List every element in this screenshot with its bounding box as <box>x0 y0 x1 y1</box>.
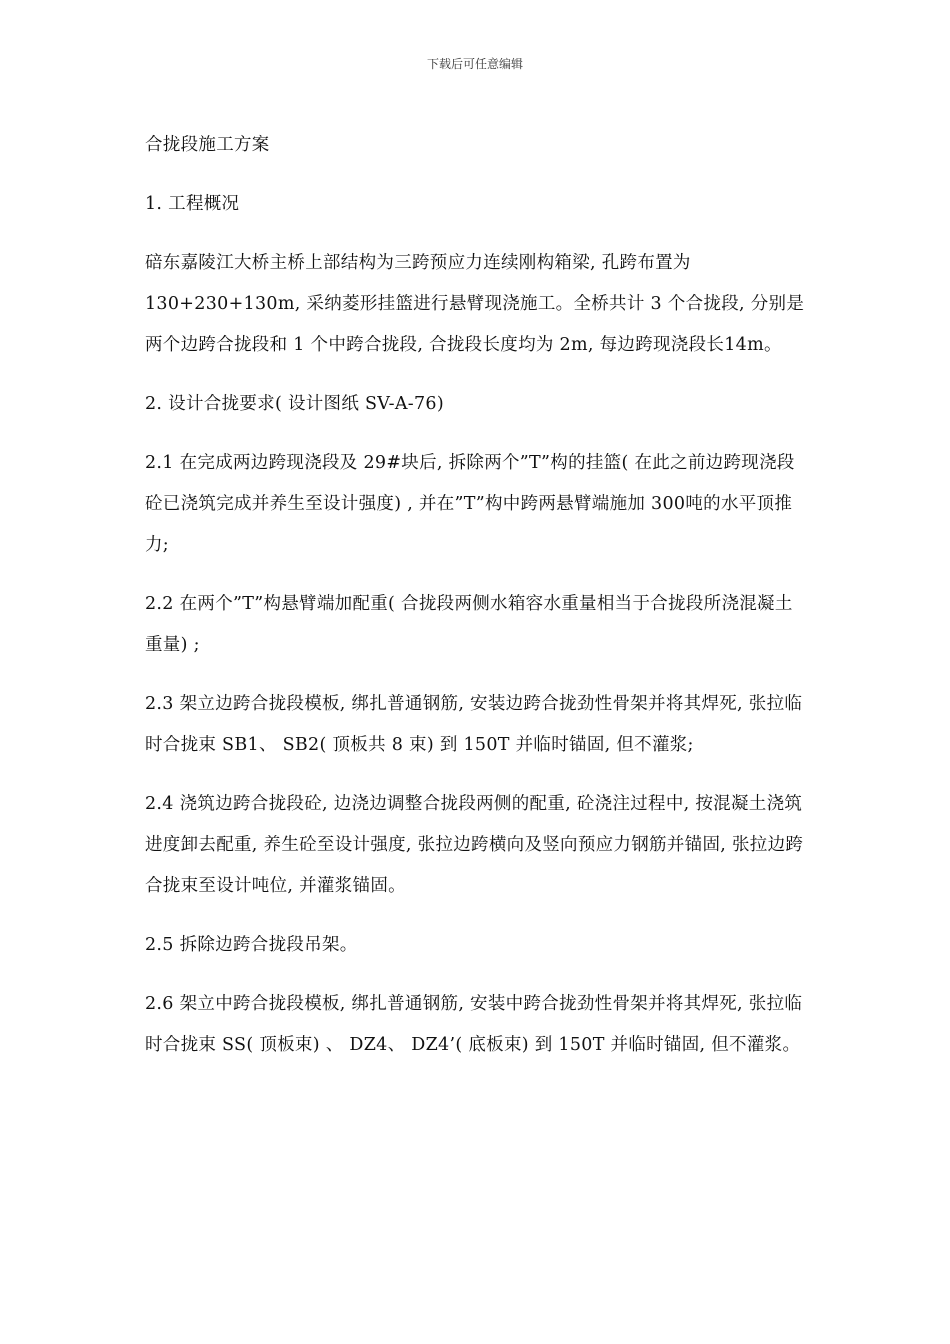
paragraph-2-6: 2.6 架立中跨合拢段模板, 绑扎普通钢筋, 安装中跨合拢劲性骨架并将其焊死, 张拉临时合拢束 SS( 顶板束) 、 DZ4、 DZ4’( 底板束) 到 150T 并临时锚固, 但不灌浆。 <box>145 994 803 1055</box>
page-header: 下载后可任意编辑 <box>426 57 523 71</box>
paragraph-2-5: 2.5 拆除边跨合拢段吊架。 <box>145 935 358 955</box>
paragraph-overview: 碚东嘉陵江大桥主桥上部结构为三跨预应力连续刚构箱梁, 孔跨布置为130+230+130m, 采纳菱形挂篮进行悬臂现浇施工。全桥共计 3 个合拢段, 分别是两个边跨合拢段和 1 个中跨合拢段, 合拢段长度均为 2m, 每边跨现浇段长14m。 <box>145 253 805 355</box>
section-heading-overview: 1. 工程概况 <box>145 194 240 214</box>
document-title: 合拢段施工方案 <box>145 135 270 155</box>
document-body <box>145 125 805 1084</box>
paragraph-2-2: 2.2 在两个”T”构悬臂端加配重( 合拢段两侧水箱容水重量相当于合拢段所浇混凝土重量) ; <box>145 594 793 655</box>
section-heading-requirements: 2. 设计合拢要求( 设计图纸 SV-A-76) <box>145 394 444 414</box>
paragraph-2-1: 2.1 在完成两边跨现浇段及 29#块后, 拆除两个”T”构的挂篮( 在此之前边跨现浇段砼已浇筑完成并养生至设计强度) , 并在”T”构中跨两悬臂端施加 300吨的水平顶推力; <box>145 453 795 555</box>
paragraph-2-3: 2.3 架立边跨合拢段模板, 绑扎普通钢筋, 安装边跨合拢劲性骨架并将其焊死, 张拉临时合拢束 SB1、 SB2( 顶板共 8 束) 到 150T 并临时锚固, 但不灌浆; <box>145 694 803 755</box>
paragraph-2-4: 2.4 浇筑边跨合拢段砼, 边浇边调整合拢段两侧的配重, 砼浇注过程中, 按混凝土浇筑进度卸去配重, 养生砼至设计强度, 张拉边跨横向及竖向预应力钢筋并锚固, 张拉边跨合拢束至设计吨位, 并灌浆锚固。 <box>145 794 804 896</box>
